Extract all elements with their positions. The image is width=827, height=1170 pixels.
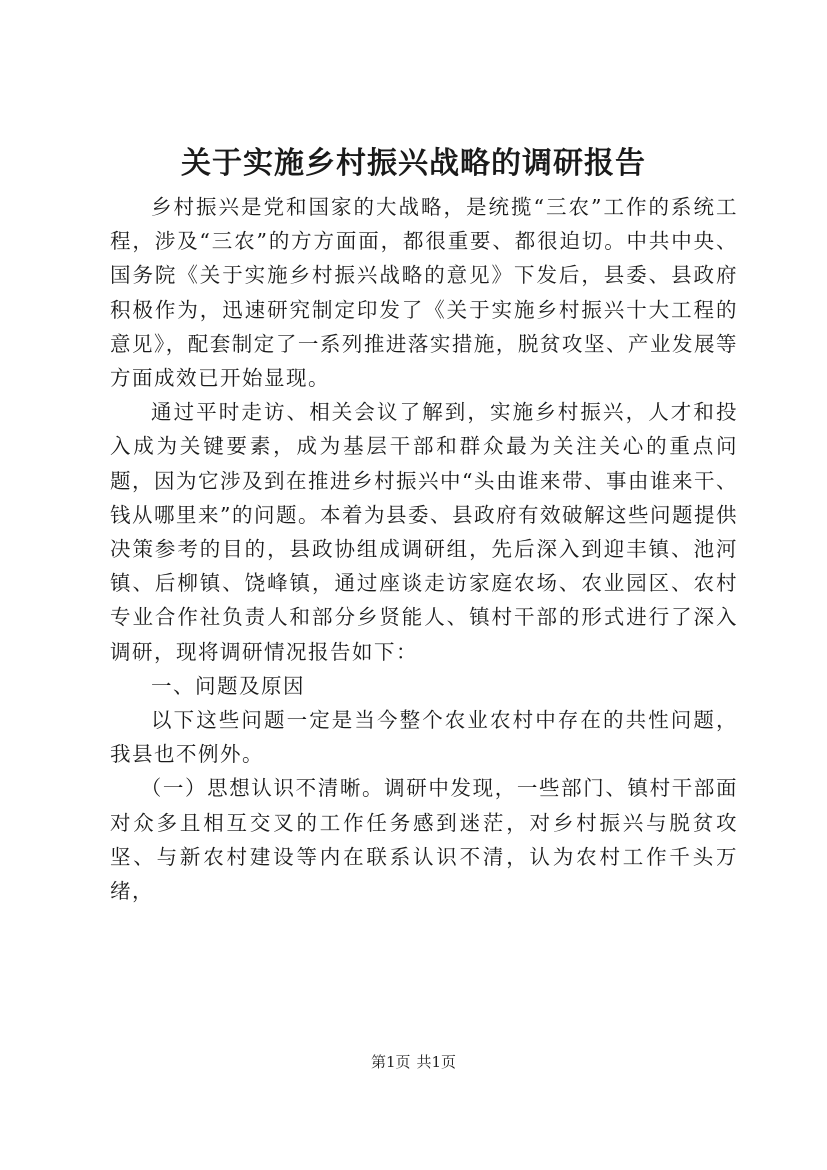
section-heading: 一、问题及原因 bbox=[151, 673, 305, 698]
page-footer bbox=[0, 1051, 827, 1073]
page-number: 第1页 bbox=[370, 1053, 411, 1071]
paragraph-common-issues: 以下这些问题一定是当今整个农业农村中存在的共性问题，我县也不例外。 bbox=[110, 708, 738, 767]
paragraph-subsection-1: （一）思想认识不清晰。调研中发现，一些部门、镇村干部面对众多且相互交叉的工作任务感到迷茫，对乡村振兴与脱贫攻坚、与新农村建设等内在联系认识不清，认为农村工作千头万绪， bbox=[110, 776, 738, 904]
paragraph-background: 通过平时走访、相关会议了解到，实施乡村振兴，人才和投入成为关键要素，成为基层干部和群众最为关注关心的重点问题，因为它涉及到在推进乡村振兴中“头由谁来带、事由谁来干、钱从哪里来”的问题。本着为县委、县政府有效破解这些问题提供决策参考的目的，县政协组成调研组，先后深入到迎丰镇、池河镇、后柳镇、饶峰镇，通过座谈走访家庭农场、农业园区、农村专业合作社负责人和部分乡贤能人、镇村干部的形式进行了深入调研，现将调研情况报告如下： bbox=[110, 400, 738, 664]
document-title: 关于实施乡村振兴战略的调研报告 bbox=[181, 146, 646, 181]
document-body bbox=[110, 190, 738, 908]
paragraph-intro: 乡村振兴是党和国家的大战略，是统揽“三农”工作的系统工程，涉及“三农”的方方面面，都很重要、都很迫切。中共中央、国务院《关于实施乡村振兴战略的意见》下发后，县委、县政府积极作为，迅速研究制定印发了《关于实施乡村振兴十大工程的意见》，配套制定了一系列推进落实措施，脱贫攻坚、产业发展等方面成效已开始显现。 bbox=[110, 195, 738, 391]
page-total: 共1页 bbox=[416, 1053, 457, 1071]
